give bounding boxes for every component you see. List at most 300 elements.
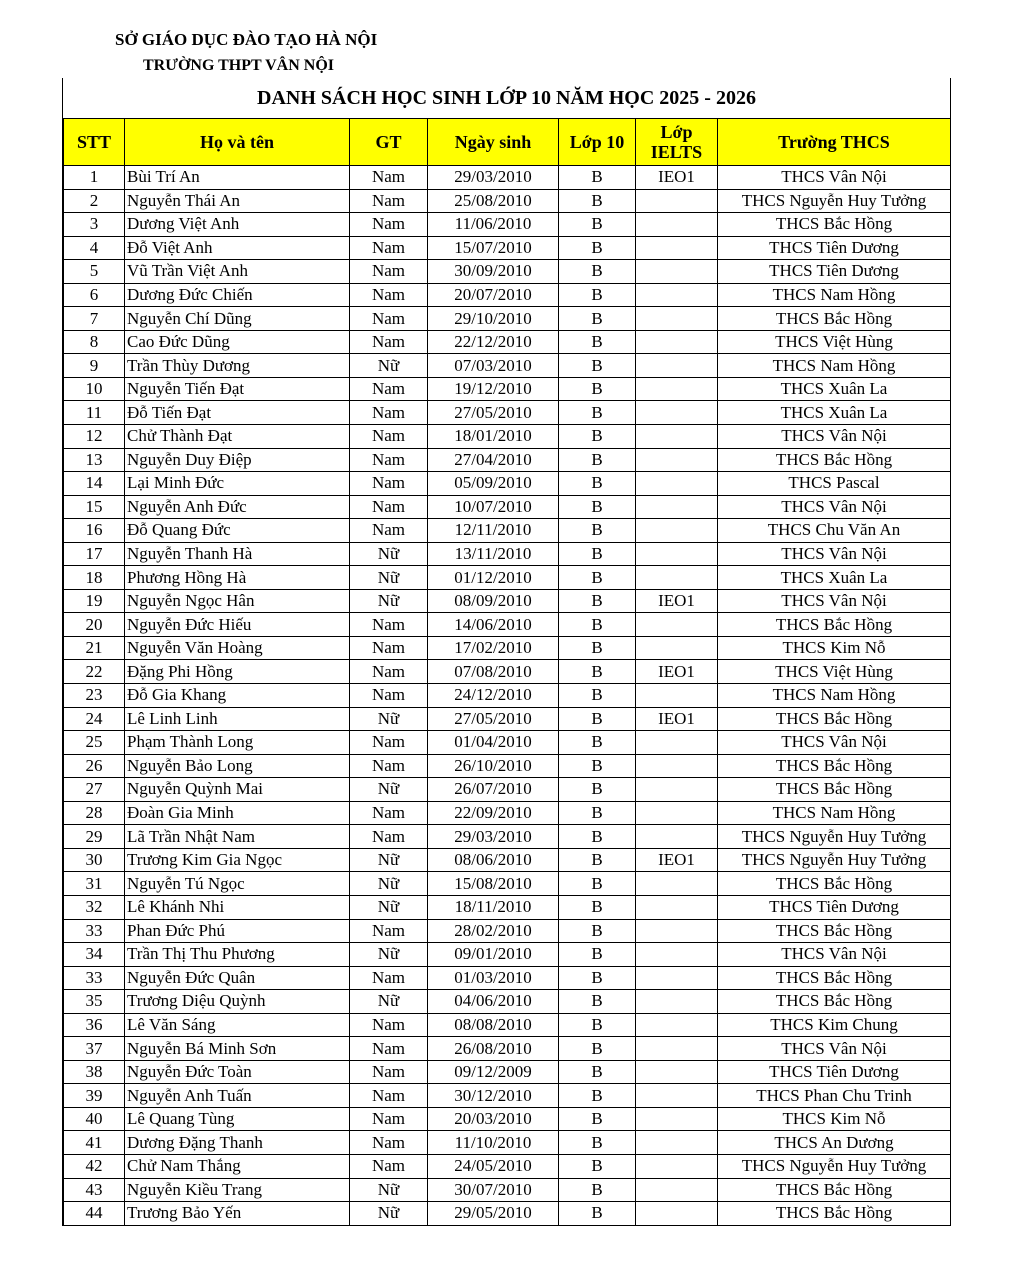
cell-ielts bbox=[636, 731, 718, 755]
cell-stt: 44 bbox=[64, 1202, 125, 1226]
cell-dob: 27/04/2010 bbox=[428, 448, 559, 472]
cell-stt: 10 bbox=[64, 377, 125, 401]
cell-gender: Nữ bbox=[350, 566, 428, 590]
cell-stt: 28 bbox=[64, 801, 125, 825]
cell-stt: 12 bbox=[64, 425, 125, 449]
cell-name: Trương Diệu Quỳnh bbox=[125, 990, 350, 1014]
cell-school: THCS Bắc Hồng bbox=[718, 754, 951, 778]
table-row bbox=[64, 354, 951, 378]
cell-ielts: IEO1 bbox=[636, 589, 718, 613]
cell-dob: 30/09/2010 bbox=[428, 260, 559, 284]
cell-stt: 31 bbox=[64, 872, 125, 896]
cell-gender: Nữ bbox=[350, 943, 428, 967]
cell-stt: 41 bbox=[64, 1131, 125, 1155]
column-header-gender: GT bbox=[350, 119, 428, 166]
cell-school: THCS Bắc Hồng bbox=[718, 872, 951, 896]
table-row bbox=[64, 495, 951, 519]
cell-stt: 34 bbox=[64, 943, 125, 967]
cell-ielts bbox=[636, 943, 718, 967]
cell-dob: 12/11/2010 bbox=[428, 519, 559, 543]
table-row bbox=[64, 825, 951, 849]
cell-gender: Nam bbox=[350, 472, 428, 496]
cell-class10: B bbox=[559, 542, 636, 566]
cell-name: Dương Đặng Thanh bbox=[125, 1131, 350, 1155]
table-row bbox=[64, 636, 951, 660]
cell-ielts bbox=[636, 966, 718, 990]
cell-class10: B bbox=[559, 754, 636, 778]
cell-ielts bbox=[636, 872, 718, 896]
cell-school: THCS Tiên Dương bbox=[718, 260, 951, 284]
cell-class10: B bbox=[559, 307, 636, 331]
cell-gender: Nữ bbox=[350, 1202, 428, 1226]
cell-class10: B bbox=[559, 990, 636, 1014]
cell-dob: 26/08/2010 bbox=[428, 1037, 559, 1061]
cell-stt: 7 bbox=[64, 307, 125, 331]
cell-stt: 30 bbox=[64, 848, 125, 872]
cell-school: THCS Phan Chu Trinh bbox=[718, 1084, 951, 1108]
cell-class10: B bbox=[559, 1202, 636, 1226]
cell-gender: Nam bbox=[350, 377, 428, 401]
cell-stt: 25 bbox=[64, 731, 125, 755]
cell-class10: B bbox=[559, 448, 636, 472]
cell-ielts bbox=[636, 283, 718, 307]
table-row bbox=[64, 660, 951, 684]
cell-school: THCS Tiên Dương bbox=[718, 236, 951, 260]
cell-class10: B bbox=[559, 660, 636, 684]
cell-school: THCS Xuân La bbox=[718, 401, 951, 425]
table-body bbox=[64, 166, 951, 1226]
cell-ielts bbox=[636, 1037, 718, 1061]
cell-school: THCS Việt Hùng bbox=[718, 660, 951, 684]
school-name: TRƯỜNG THPT VÂN NỘI bbox=[143, 57, 334, 74]
table-row bbox=[64, 1107, 951, 1131]
table-row bbox=[64, 1060, 951, 1084]
cell-stt: 38 bbox=[64, 1060, 125, 1084]
table-row bbox=[64, 425, 951, 449]
cell-class10: B bbox=[559, 943, 636, 967]
table-row bbox=[64, 990, 951, 1014]
table-row bbox=[64, 519, 951, 543]
cell-stt: 43 bbox=[64, 1178, 125, 1202]
cell-dob: 28/02/2010 bbox=[428, 919, 559, 943]
table-row bbox=[64, 307, 951, 331]
cell-gender: Nam bbox=[350, 660, 428, 684]
cell-stt: 40 bbox=[64, 1107, 125, 1131]
cell-name: Lê Quang Tùng bbox=[125, 1107, 350, 1131]
cell-name: Bùi Trí An bbox=[125, 166, 350, 190]
cell-stt: 33 bbox=[64, 919, 125, 943]
cell-gender: Nam bbox=[350, 684, 428, 708]
cell-class10: B bbox=[559, 236, 636, 260]
table-row bbox=[64, 213, 951, 237]
cell-stt: 19 bbox=[64, 589, 125, 613]
cell-class10: B bbox=[559, 330, 636, 354]
cell-class10: B bbox=[559, 1037, 636, 1061]
table-row bbox=[64, 1013, 951, 1037]
column-header-school: Trường THCS bbox=[718, 119, 951, 166]
cell-dob: 09/01/2010 bbox=[428, 943, 559, 967]
cell-class10: B bbox=[559, 1131, 636, 1155]
column-header-name: Họ và tên bbox=[125, 119, 350, 166]
table-row bbox=[64, 754, 951, 778]
cell-gender: Nam bbox=[350, 401, 428, 425]
cell-class10: B bbox=[559, 589, 636, 613]
cell-dob: 08/06/2010 bbox=[428, 848, 559, 872]
cell-class10: B bbox=[559, 731, 636, 755]
cell-name: Đoàn Gia Minh bbox=[125, 801, 350, 825]
cell-gender: Nam bbox=[350, 1107, 428, 1131]
cell-ielts bbox=[636, 1060, 718, 1084]
cell-ielts: IEO1 bbox=[636, 166, 718, 190]
table-row bbox=[64, 330, 951, 354]
cell-ielts bbox=[636, 613, 718, 637]
cell-school: THCS Bắc Hồng bbox=[718, 213, 951, 237]
cell-name: Trương Bảo Yến bbox=[125, 1202, 350, 1226]
cell-gender: Nam bbox=[350, 283, 428, 307]
cell-name: Lê Linh Linh bbox=[125, 707, 350, 731]
cell-ielts bbox=[636, 495, 718, 519]
cell-name: Nguyễn Đức Hiếu bbox=[125, 613, 350, 637]
table-row bbox=[64, 919, 951, 943]
table-row bbox=[64, 1154, 951, 1178]
cell-dob: 29/03/2010 bbox=[428, 825, 559, 849]
cell-dob: 17/02/2010 bbox=[428, 636, 559, 660]
table-row bbox=[64, 684, 951, 708]
cell-ielts bbox=[636, 472, 718, 496]
cell-name: Nguyễn Tú Ngọc bbox=[125, 872, 350, 896]
cell-stt: 2 bbox=[64, 189, 125, 213]
table-row bbox=[64, 377, 951, 401]
cell-name: Phạm Thành Long bbox=[125, 731, 350, 755]
cell-name: Đặng Phi Hồng bbox=[125, 660, 350, 684]
cell-gender: Nữ bbox=[350, 354, 428, 378]
cell-dob: 22/12/2010 bbox=[428, 330, 559, 354]
cell-gender: Nam bbox=[350, 495, 428, 519]
table-row bbox=[64, 731, 951, 755]
cell-stt: 14 bbox=[64, 472, 125, 496]
cell-class10: B bbox=[559, 260, 636, 284]
cell-school: THCS Tiên Dương bbox=[718, 895, 951, 919]
cell-class10: B bbox=[559, 1084, 636, 1108]
cell-school: THCS Chu Văn An bbox=[718, 519, 951, 543]
cell-ielts bbox=[636, 213, 718, 237]
cell-name: Nguyễn Đức Toàn bbox=[125, 1060, 350, 1084]
cell-school: THCS Kim Nỗ bbox=[718, 1107, 951, 1131]
table-row bbox=[64, 1131, 951, 1155]
cell-dob: 26/07/2010 bbox=[428, 778, 559, 802]
cell-gender: Nữ bbox=[350, 542, 428, 566]
cell-name: Nguyễn Anh Đức bbox=[125, 495, 350, 519]
cell-ielts bbox=[636, 919, 718, 943]
cell-name: Nguyễn Văn Hoàng bbox=[125, 636, 350, 660]
table-row bbox=[64, 472, 951, 496]
table-row bbox=[64, 707, 951, 731]
cell-ielts bbox=[636, 566, 718, 590]
cell-stt: 20 bbox=[64, 613, 125, 637]
table-row bbox=[64, 801, 951, 825]
cell-school: THCS Bắc Hồng bbox=[718, 919, 951, 943]
cell-name: Lê Khánh Nhi bbox=[125, 895, 350, 919]
cell-dob: 15/07/2010 bbox=[428, 236, 559, 260]
cell-gender: Nữ bbox=[350, 872, 428, 896]
cell-ielts bbox=[636, 330, 718, 354]
cell-gender: Nam bbox=[350, 1154, 428, 1178]
cell-dob: 04/06/2010 bbox=[428, 990, 559, 1014]
cell-name: Đỗ Gia Khang bbox=[125, 684, 350, 708]
cell-school: THCS Kim Chung bbox=[718, 1013, 951, 1037]
cell-name: Cao Đức Dũng bbox=[125, 330, 350, 354]
table-row bbox=[64, 1084, 951, 1108]
cell-class10: B bbox=[559, 189, 636, 213]
table-row bbox=[64, 236, 951, 260]
cell-gender: Nam bbox=[350, 825, 428, 849]
cell-stt: 16 bbox=[64, 519, 125, 543]
cell-name: Dương Đức Chiến bbox=[125, 283, 350, 307]
cell-ielts bbox=[636, 1154, 718, 1178]
cell-name: Nguyễn Kiều Trang bbox=[125, 1178, 350, 1202]
cell-school: THCS Bắc Hồng bbox=[718, 613, 951, 637]
cell-ielts bbox=[636, 1107, 718, 1131]
cell-name: Vũ Trần Việt Anh bbox=[125, 260, 350, 284]
cell-gender: Nam bbox=[350, 448, 428, 472]
table-header-row bbox=[64, 119, 951, 166]
column-header-stt: STT bbox=[64, 119, 125, 166]
cell-school: THCS Vân Nội bbox=[718, 589, 951, 613]
cell-dob: 08/09/2010 bbox=[428, 589, 559, 613]
cell-stt: 1 bbox=[64, 166, 125, 190]
cell-school: THCS Bắc Hồng bbox=[718, 448, 951, 472]
cell-school: THCS Bắc Hồng bbox=[718, 1202, 951, 1226]
cell-ielts bbox=[636, 1202, 718, 1226]
cell-name: Nguyễn Anh Tuấn bbox=[125, 1084, 350, 1108]
cell-ielts: IEO1 bbox=[636, 707, 718, 731]
cell-school: THCS Bắc Hồng bbox=[718, 707, 951, 731]
cell-ielts bbox=[636, 636, 718, 660]
cell-class10: B bbox=[559, 283, 636, 307]
cell-class10: B bbox=[559, 848, 636, 872]
document-title: DANH SÁCH HỌC SINH LỚP 10 NĂM HỌC 2025 - 2026 bbox=[257, 87, 756, 109]
cell-stt: 27 bbox=[64, 778, 125, 802]
cell-dob: 05/09/2010 bbox=[428, 472, 559, 496]
cell-dob: 29/10/2010 bbox=[428, 307, 559, 331]
cell-dob: 13/11/2010 bbox=[428, 542, 559, 566]
cell-name: Lê Văn Sáng bbox=[125, 1013, 350, 1037]
cell-name: Nguyễn Bảo Long bbox=[125, 754, 350, 778]
cell-dob: 19/12/2010 bbox=[428, 377, 559, 401]
cell-school: THCS Bắc Hồng bbox=[718, 966, 951, 990]
cell-class10: B bbox=[559, 1013, 636, 1037]
cell-dob: 18/01/2010 bbox=[428, 425, 559, 449]
cell-name: Trần Thùy Dương bbox=[125, 354, 350, 378]
cell-gender: Nữ bbox=[350, 848, 428, 872]
cell-class10: B bbox=[559, 684, 636, 708]
cell-class10: B bbox=[559, 966, 636, 990]
table-row bbox=[64, 260, 951, 284]
cell-school: THCS An Dương bbox=[718, 1131, 951, 1155]
cell-gender: Nam bbox=[350, 260, 428, 284]
cell-school: THCS Nguyễn Huy Tưởng bbox=[718, 848, 951, 872]
cell-dob: 14/06/2010 bbox=[428, 613, 559, 637]
cell-ielts bbox=[636, 260, 718, 284]
cell-stt: 24 bbox=[64, 707, 125, 731]
cell-gender: Nam bbox=[350, 189, 428, 213]
table-row bbox=[64, 1178, 951, 1202]
cell-stt: 21 bbox=[64, 636, 125, 660]
cell-stt: 42 bbox=[64, 1154, 125, 1178]
table-row bbox=[64, 613, 951, 637]
cell-stt: 18 bbox=[64, 566, 125, 590]
cell-ielts bbox=[636, 425, 718, 449]
cell-class10: B bbox=[559, 401, 636, 425]
cell-school: THCS Bắc Hồng bbox=[718, 990, 951, 1014]
cell-school: THCS Việt Hùng bbox=[718, 330, 951, 354]
cell-class10: B bbox=[559, 778, 636, 802]
cell-stt: 36 bbox=[64, 1013, 125, 1037]
cell-gender: Nữ bbox=[350, 990, 428, 1014]
column-header-ielts-line1: Lớp bbox=[660, 122, 693, 142]
cell-dob: 30/12/2010 bbox=[428, 1084, 559, 1108]
cell-dob: 15/08/2010 bbox=[428, 872, 559, 896]
cell-dob: 01/04/2010 bbox=[428, 731, 559, 755]
cell-gender: Nam bbox=[350, 425, 428, 449]
cell-class10: B bbox=[559, 377, 636, 401]
cell-dob: 26/10/2010 bbox=[428, 754, 559, 778]
cell-dob: 27/05/2010 bbox=[428, 707, 559, 731]
cell-gender: Nữ bbox=[350, 895, 428, 919]
table-row bbox=[64, 872, 951, 896]
cell-dob: 01/03/2010 bbox=[428, 966, 559, 990]
cell-ielts bbox=[636, 377, 718, 401]
cell-class10: B bbox=[559, 919, 636, 943]
department-name: SỞ GIÁO DỤC ĐÀO TẠO HÀ NỘI bbox=[115, 30, 378, 49]
cell-school: THCS Xuân La bbox=[718, 377, 951, 401]
column-header-class10: Lớp 10 bbox=[559, 119, 636, 166]
cell-school: THCS Bắc Hồng bbox=[718, 778, 951, 802]
cell-gender: Nam bbox=[350, 919, 428, 943]
cell-gender: Nữ bbox=[350, 589, 428, 613]
cell-gender: Nam bbox=[350, 966, 428, 990]
cell-stt: 17 bbox=[64, 542, 125, 566]
cell-name: Nguyễn Thái An bbox=[125, 189, 350, 213]
cell-ielts bbox=[636, 519, 718, 543]
cell-dob: 18/11/2010 bbox=[428, 895, 559, 919]
table-row bbox=[64, 1202, 951, 1226]
cell-class10: B bbox=[559, 213, 636, 237]
cell-ielts bbox=[636, 1131, 718, 1155]
cell-class10: B bbox=[559, 707, 636, 731]
cell-gender: Nam bbox=[350, 1037, 428, 1061]
cell-name: Nguyễn Bá Minh Sơn bbox=[125, 1037, 350, 1061]
cell-name: Đỗ Việt Anh bbox=[125, 236, 350, 260]
cell-name: Nguyễn Ngọc Hân bbox=[125, 589, 350, 613]
cell-gender: Nam bbox=[350, 213, 428, 237]
cell-ielts: IEO1 bbox=[636, 660, 718, 684]
cell-stt: 13 bbox=[64, 448, 125, 472]
cell-class10: B bbox=[559, 613, 636, 637]
table-row bbox=[64, 189, 951, 213]
cell-ielts bbox=[636, 825, 718, 849]
cell-name: Nguyễn Đức Quân bbox=[125, 966, 350, 990]
cell-stt: 3 bbox=[64, 213, 125, 237]
cell-ielts bbox=[636, 236, 718, 260]
cell-school: THCS Vân Nội bbox=[718, 495, 951, 519]
cell-dob: 09/12/2009 bbox=[428, 1060, 559, 1084]
cell-ielts bbox=[636, 401, 718, 425]
cell-dob: 22/09/2010 bbox=[428, 801, 559, 825]
cell-gender: Nam bbox=[350, 307, 428, 331]
cell-class10: B bbox=[559, 354, 636, 378]
table-row bbox=[64, 848, 951, 872]
cell-school: THCS Nam Hồng bbox=[718, 684, 951, 708]
cell-ielts: IEO1 bbox=[636, 848, 718, 872]
cell-dob: 11/06/2010 bbox=[428, 213, 559, 237]
cell-class10: B bbox=[559, 472, 636, 496]
cell-stt: 23 bbox=[64, 684, 125, 708]
table-row bbox=[64, 895, 951, 919]
cell-school: THCS Vân Nội bbox=[718, 943, 951, 967]
cell-school: THCS Vân Nội bbox=[718, 1037, 951, 1061]
cell-stt: 11 bbox=[64, 401, 125, 425]
cell-stt: 22 bbox=[64, 660, 125, 684]
cell-gender: Nam bbox=[350, 754, 428, 778]
cell-class10: B bbox=[559, 825, 636, 849]
cell-stt: 29 bbox=[64, 825, 125, 849]
cell-name: Đỗ Tiến Đạt bbox=[125, 401, 350, 425]
cell-name: Nguyễn Tiến Đạt bbox=[125, 377, 350, 401]
cell-school: THCS Vân Nội bbox=[718, 542, 951, 566]
cell-name: Đỗ Quang Đức bbox=[125, 519, 350, 543]
cell-stt: 15 bbox=[64, 495, 125, 519]
cell-stt: 9 bbox=[64, 354, 125, 378]
cell-school: THCS Nguyễn Huy Tưởng bbox=[718, 1154, 951, 1178]
table-row bbox=[64, 1037, 951, 1061]
cell-name: Nguyễn Thanh Hà bbox=[125, 542, 350, 566]
cell-stt: 37 bbox=[64, 1037, 125, 1061]
cell-dob: 07/03/2010 bbox=[428, 354, 559, 378]
cell-school: THCS Vân Nội bbox=[718, 425, 951, 449]
cell-school: THCS Bắc Hồng bbox=[718, 307, 951, 331]
table-row bbox=[64, 166, 951, 190]
cell-school: THCS Xuân La bbox=[718, 566, 951, 590]
cell-name: Phan Đức Phú bbox=[125, 919, 350, 943]
cell-class10: B bbox=[559, 425, 636, 449]
student-list-frame bbox=[62, 78, 951, 1226]
cell-ielts bbox=[636, 1013, 718, 1037]
cell-ielts bbox=[636, 1084, 718, 1108]
cell-gender: Nam bbox=[350, 1060, 428, 1084]
cell-school: THCS Vân Nội bbox=[718, 731, 951, 755]
cell-gender: Nam bbox=[350, 636, 428, 660]
column-header-dob: Ngày sinh bbox=[428, 119, 559, 166]
table-row bbox=[64, 778, 951, 802]
cell-class10: B bbox=[559, 872, 636, 896]
cell-dob: 01/12/2010 bbox=[428, 566, 559, 590]
cell-school: THCS Nguyễn Huy Tưởng bbox=[718, 189, 951, 213]
cell-gender: Nam bbox=[350, 1084, 428, 1108]
cell-school: THCS Nguyễn Huy Tưởng bbox=[718, 825, 951, 849]
cell-ielts bbox=[636, 990, 718, 1014]
cell-name: Nguyễn Quỳnh Mai bbox=[125, 778, 350, 802]
cell-name: Phương Hồng Hà bbox=[125, 566, 350, 590]
cell-class10: B bbox=[559, 166, 636, 190]
cell-class10: B bbox=[559, 566, 636, 590]
table-row bbox=[64, 589, 951, 613]
cell-gender: Nam bbox=[350, 1013, 428, 1037]
column-header-ielts bbox=[636, 119, 718, 166]
cell-class10: B bbox=[559, 1178, 636, 1202]
cell-school: THCS Pascal bbox=[718, 472, 951, 496]
cell-dob: 24/12/2010 bbox=[428, 684, 559, 708]
